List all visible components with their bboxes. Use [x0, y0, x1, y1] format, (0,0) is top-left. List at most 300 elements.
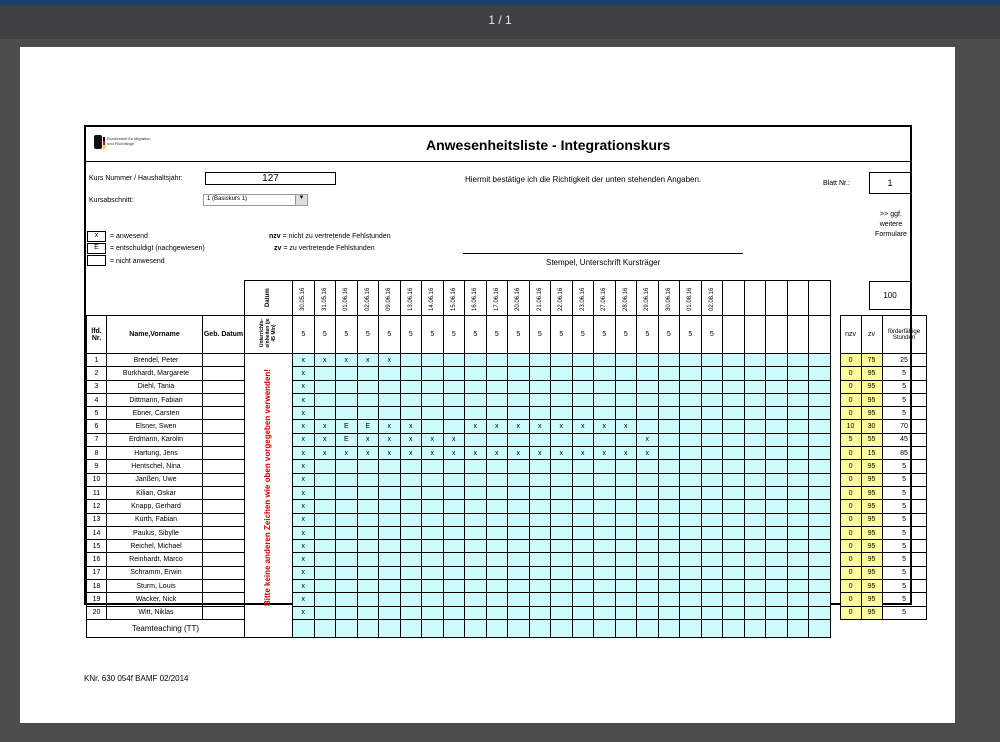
attendance-cell[interactable]: [594, 460, 616, 473]
attendance-cell[interactable]: [658, 367, 680, 380]
attendance-cell[interactable]: x: [293, 513, 315, 526]
attendance-cell[interactable]: [551, 407, 573, 420]
attendance-cell[interactable]: [680, 540, 702, 553]
attendance-cell[interactable]: [400, 486, 422, 499]
attendance-cell[interactable]: x: [400, 420, 422, 433]
attendance-cell[interactable]: [658, 606, 680, 619]
attendance-cell[interactable]: [379, 473, 401, 486]
teamteaching-cell[interactable]: [787, 619, 809, 637]
attendance-cell[interactable]: [529, 513, 551, 526]
attendance-cell[interactable]: [680, 486, 702, 499]
attendance-cell[interactable]: [723, 407, 745, 420]
unit-cell[interactable]: 5: [314, 316, 336, 354]
attendance-cell[interactable]: [379, 407, 401, 420]
attendance-cell[interactable]: x: [594, 447, 616, 460]
attendance-cell[interactable]: x: [422, 433, 444, 446]
attendance-cell[interactable]: [809, 553, 831, 566]
attendance-cell[interactable]: [529, 593, 551, 606]
attendance-cell[interactable]: [658, 513, 680, 526]
unit-cell[interactable]: [744, 316, 766, 354]
attendance-cell[interactable]: [809, 380, 831, 393]
birthdate-cell[interactable]: [203, 367, 245, 380]
attendance-cell[interactable]: [486, 486, 508, 499]
attendance-cell[interactable]: [443, 420, 465, 433]
attendance-cell[interactable]: [744, 580, 766, 593]
attendance-cell[interactable]: [701, 460, 723, 473]
attendance-cell[interactable]: [508, 540, 530, 553]
attendance-cell[interactable]: [314, 580, 336, 593]
unit-cell[interactable]: 5: [615, 316, 637, 354]
attendance-cell[interactable]: [314, 540, 336, 553]
attendance-cell[interactable]: [572, 540, 594, 553]
attendance-cell[interactable]: [443, 540, 465, 553]
date-cell[interactable]: [572, 281, 594, 316]
attendance-cell[interactable]: [701, 433, 723, 446]
attendance-cell[interactable]: [379, 593, 401, 606]
attendance-cell[interactable]: [615, 526, 637, 539]
attendance-cell[interactable]: [787, 367, 809, 380]
attendance-cell[interactable]: [723, 606, 745, 619]
kurs-number-field[interactable]: 127: [205, 172, 336, 185]
date-cell[interactable]: [594, 281, 616, 316]
total-hours-field[interactable]: 100: [869, 281, 911, 310]
birthdate-cell[interactable]: [203, 580, 245, 593]
attendance-cell[interactable]: [615, 593, 637, 606]
date-cell[interactable]: [637, 281, 659, 316]
teamteaching-cell[interactable]: [594, 619, 616, 637]
attendance-cell[interactable]: [357, 473, 379, 486]
attendance-cell[interactable]: [336, 606, 358, 619]
attendance-cell[interactable]: [701, 420, 723, 433]
attendance-cell[interactable]: [787, 460, 809, 473]
attendance-cell[interactable]: [766, 380, 788, 393]
attendance-cell[interactable]: [594, 580, 616, 593]
attendance-cell[interactable]: [357, 513, 379, 526]
attendance-cell[interactable]: [594, 513, 616, 526]
attendance-cell[interactable]: [680, 380, 702, 393]
attendance-cell[interactable]: [508, 606, 530, 619]
attendance-cell[interactable]: [809, 593, 831, 606]
attendance-cell[interactable]: [551, 473, 573, 486]
attendance-cell[interactable]: [400, 526, 422, 539]
attendance-cell[interactable]: [400, 540, 422, 553]
attendance-cell[interactable]: [486, 606, 508, 619]
unit-cell[interactable]: 5: [572, 316, 594, 354]
attendance-cell[interactable]: [465, 500, 487, 513]
attendance-cell[interactable]: x: [293, 460, 315, 473]
attendance-cell[interactable]: [744, 526, 766, 539]
date-cell[interactable]: [465, 281, 487, 316]
attendance-cell[interactable]: x: [314, 433, 336, 446]
attendance-cell[interactable]: [787, 593, 809, 606]
attendance-cell[interactable]: x: [551, 447, 573, 460]
attendance-cell[interactable]: [594, 553, 616, 566]
attendance-cell[interactable]: [787, 553, 809, 566]
attendance-cell[interactable]: [744, 473, 766, 486]
unit-cell[interactable]: 5: [551, 316, 573, 354]
attendance-cell[interactable]: [572, 407, 594, 420]
birthdate-cell[interactable]: [203, 606, 245, 619]
attendance-cell[interactable]: [637, 566, 659, 579]
attendance-cell[interactable]: x: [379, 354, 401, 367]
attendance-cell[interactable]: E: [357, 420, 379, 433]
attendance-cell[interactable]: x: [379, 420, 401, 433]
attendance-cell[interactable]: [314, 593, 336, 606]
attendance-cell[interactable]: [766, 460, 788, 473]
attendance-cell[interactable]: [486, 580, 508, 593]
birthdate-cell[interactable]: [203, 593, 245, 606]
attendance-cell[interactable]: [572, 473, 594, 486]
attendance-cell[interactable]: [594, 354, 616, 367]
date-cell[interactable]: [314, 281, 336, 316]
attendance-cell[interactable]: [551, 606, 573, 619]
attendance-cell[interactable]: x: [293, 486, 315, 499]
attendance-cell[interactable]: [443, 473, 465, 486]
attendance-cell[interactable]: [336, 580, 358, 593]
attendance-cell[interactable]: [486, 393, 508, 406]
unit-cell[interactable]: [723, 316, 745, 354]
attendance-cell[interactable]: [486, 566, 508, 579]
attendance-cell[interactable]: x: [357, 354, 379, 367]
attendance-cell[interactable]: [336, 407, 358, 420]
attendance-cell[interactable]: [314, 566, 336, 579]
attendance-cell[interactable]: [486, 354, 508, 367]
attendance-cell[interactable]: [658, 407, 680, 420]
attendance-cell[interactable]: [809, 447, 831, 460]
attendance-cell[interactable]: [594, 540, 616, 553]
attendance-cell[interactable]: [529, 553, 551, 566]
attendance-cell[interactable]: [744, 407, 766, 420]
attendance-cell[interactable]: [680, 473, 702, 486]
attendance-cell[interactable]: [508, 526, 530, 539]
attendance-cell[interactable]: x: [443, 447, 465, 460]
attendance-cell[interactable]: [744, 393, 766, 406]
attendance-cell[interactable]: x: [637, 447, 659, 460]
unit-cell[interactable]: 5: [400, 316, 422, 354]
attendance-cell[interactable]: [551, 580, 573, 593]
attendance-cell[interactable]: E: [336, 433, 358, 446]
attendance-cell[interactable]: x: [293, 433, 315, 446]
attendance-cell[interactable]: [658, 593, 680, 606]
attendance-cell[interactable]: [658, 473, 680, 486]
attendance-cell[interactable]: [572, 593, 594, 606]
attendance-cell[interactable]: [400, 354, 422, 367]
attendance-cell[interactable]: [615, 566, 637, 579]
unit-cell[interactable]: 5: [336, 316, 358, 354]
date-cell[interactable]: [357, 281, 379, 316]
attendance-cell[interactable]: [723, 566, 745, 579]
attendance-cell[interactable]: [787, 420, 809, 433]
attendance-cell[interactable]: [443, 354, 465, 367]
birthdate-cell[interactable]: [203, 553, 245, 566]
attendance-cell[interactable]: [744, 553, 766, 566]
attendance-cell[interactable]: [787, 540, 809, 553]
attendance-cell[interactable]: [400, 606, 422, 619]
attendance-cell[interactable]: E: [336, 420, 358, 433]
attendance-cell[interactable]: [615, 380, 637, 393]
attendance-cell[interactable]: [658, 433, 680, 446]
attendance-cell[interactable]: [658, 447, 680, 460]
attendance-cell[interactable]: [766, 447, 788, 460]
attendance-cell[interactable]: [551, 380, 573, 393]
attendance-cell[interactable]: [551, 393, 573, 406]
attendance-cell[interactable]: [465, 513, 487, 526]
teamteaching-cell[interactable]: [400, 619, 422, 637]
unit-cell[interactable]: 5: [357, 316, 379, 354]
attendance-cell[interactable]: [637, 486, 659, 499]
attendance-cell[interactable]: [422, 486, 444, 499]
attendance-cell[interactable]: [443, 566, 465, 579]
date-cell[interactable]: [422, 281, 444, 316]
attendance-cell[interactable]: [809, 393, 831, 406]
attendance-cell[interactable]: x: [422, 447, 444, 460]
attendance-cell[interactable]: [680, 580, 702, 593]
attendance-cell[interactable]: [443, 486, 465, 499]
attendance-cell[interactable]: [766, 553, 788, 566]
attendance-cell[interactable]: [508, 407, 530, 420]
attendance-cell[interactable]: x: [637, 433, 659, 446]
attendance-cell[interactable]: [357, 593, 379, 606]
attendance-cell[interactable]: [787, 500, 809, 513]
attendance-cell[interactable]: [680, 593, 702, 606]
attendance-cell[interactable]: [766, 367, 788, 380]
attendance-cell[interactable]: [336, 593, 358, 606]
attendance-cell[interactable]: [572, 553, 594, 566]
teamteaching-cell[interactable]: [443, 619, 465, 637]
attendance-cell[interactable]: [701, 513, 723, 526]
attendance-cell[interactable]: [615, 606, 637, 619]
birthdate-cell[interactable]: [203, 526, 245, 539]
attendance-cell[interactable]: [701, 606, 723, 619]
attendance-cell[interactable]: [336, 393, 358, 406]
attendance-cell[interactable]: x: [336, 354, 358, 367]
attendance-cell[interactable]: [766, 580, 788, 593]
unit-cell[interactable]: 5: [680, 316, 702, 354]
attendance-cell[interactable]: [422, 593, 444, 606]
date-cell[interactable]: [443, 281, 465, 316]
attendance-cell[interactable]: [680, 500, 702, 513]
attendance-cell[interactable]: [723, 540, 745, 553]
attendance-cell[interactable]: [680, 354, 702, 367]
attendance-cell[interactable]: [400, 460, 422, 473]
attendance-cell[interactable]: [314, 407, 336, 420]
attendance-cell[interactable]: [422, 460, 444, 473]
attendance-cell[interactable]: [787, 566, 809, 579]
date-cell[interactable]: [787, 281, 809, 316]
attendance-cell[interactable]: [680, 566, 702, 579]
attendance-cell[interactable]: [787, 354, 809, 367]
attendance-cell[interactable]: [357, 540, 379, 553]
attendance-cell[interactable]: [336, 566, 358, 579]
attendance-cell[interactable]: [744, 593, 766, 606]
attendance-cell[interactable]: [314, 486, 336, 499]
attendance-cell[interactable]: x: [615, 447, 637, 460]
unit-cell[interactable]: 5: [529, 316, 551, 354]
attendance-cell[interactable]: [443, 526, 465, 539]
attendance-cell[interactable]: [701, 566, 723, 579]
attendance-cell[interactable]: [723, 553, 745, 566]
attendance-cell[interactable]: x: [336, 447, 358, 460]
attendance-cell[interactable]: [809, 606, 831, 619]
attendance-cell[interactable]: [422, 526, 444, 539]
attendance-cell[interactable]: [723, 593, 745, 606]
birthdate-cell[interactable]: [203, 433, 245, 446]
attendance-cell[interactable]: [336, 460, 358, 473]
attendance-cell[interactable]: [529, 393, 551, 406]
attendance-cell[interactable]: [637, 513, 659, 526]
attendance-cell[interactable]: [443, 393, 465, 406]
attendance-cell[interactable]: [723, 433, 745, 446]
birthdate-cell[interactable]: [203, 420, 245, 433]
attendance-cell[interactable]: [529, 354, 551, 367]
attendance-cell[interactable]: [443, 513, 465, 526]
attendance-cell[interactable]: [701, 580, 723, 593]
date-cell[interactable]: [379, 281, 401, 316]
attendance-cell[interactable]: [400, 553, 422, 566]
birthdate-cell[interactable]: [203, 473, 245, 486]
attendance-cell[interactable]: [572, 354, 594, 367]
attendance-cell[interactable]: [594, 606, 616, 619]
attendance-cell[interactable]: x: [293, 354, 315, 367]
attendance-cell[interactable]: [422, 354, 444, 367]
attendance-cell[interactable]: [744, 447, 766, 460]
attendance-cell[interactable]: [744, 486, 766, 499]
attendance-cell[interactable]: [551, 433, 573, 446]
date-cell[interactable]: [508, 281, 530, 316]
attendance-cell[interactable]: [637, 407, 659, 420]
attendance-cell[interactable]: [594, 500, 616, 513]
attendance-cell[interactable]: [615, 500, 637, 513]
teamteaching-cell[interactable]: [680, 619, 702, 637]
teamteaching-cell[interactable]: [357, 619, 379, 637]
attendance-cell[interactable]: [594, 473, 616, 486]
attendance-cell[interactable]: [551, 553, 573, 566]
unit-cell[interactable]: 5: [443, 316, 465, 354]
attendance-cell[interactable]: [336, 513, 358, 526]
attendance-cell[interactable]: [766, 393, 788, 406]
attendance-cell[interactable]: [486, 407, 508, 420]
attendance-cell[interactable]: [787, 473, 809, 486]
date-cell[interactable]: [744, 281, 766, 316]
attendance-cell[interactable]: [443, 367, 465, 380]
attendance-cell[interactable]: [658, 460, 680, 473]
attendance-cell[interactable]: [701, 367, 723, 380]
attendance-cell[interactable]: [400, 380, 422, 393]
attendance-cell[interactable]: [443, 460, 465, 473]
attendance-cell[interactable]: [766, 433, 788, 446]
attendance-cell[interactable]: [766, 566, 788, 579]
attendance-cell[interactable]: [572, 393, 594, 406]
attendance-cell[interactable]: [314, 513, 336, 526]
attendance-cell[interactable]: [787, 606, 809, 619]
attendance-cell[interactable]: [465, 460, 487, 473]
attendance-cell[interactable]: x: [508, 420, 530, 433]
attendance-cell[interactable]: [723, 513, 745, 526]
attendance-cell[interactable]: [551, 513, 573, 526]
attendance-cell[interactable]: [680, 606, 702, 619]
attendance-cell[interactable]: x: [293, 553, 315, 566]
attendance-cell[interactable]: [744, 420, 766, 433]
date-cell[interactable]: [658, 281, 680, 316]
attendance-cell[interactable]: [465, 486, 487, 499]
attendance-cell[interactable]: [787, 407, 809, 420]
date-cell[interactable]: [680, 281, 702, 316]
attendance-cell[interactable]: [336, 526, 358, 539]
attendance-cell[interactable]: [787, 526, 809, 539]
attendance-cell[interactable]: [766, 354, 788, 367]
attendance-cell[interactable]: [766, 606, 788, 619]
attendance-cell[interactable]: [400, 367, 422, 380]
attendance-cell[interactable]: [723, 486, 745, 499]
attendance-cell[interactable]: [787, 433, 809, 446]
date-cell[interactable]: [701, 281, 723, 316]
attendance-cell[interactable]: [465, 606, 487, 619]
attendance-cell[interactable]: [422, 513, 444, 526]
teamteaching-cell[interactable]: [465, 619, 487, 637]
attendance-cell[interactable]: [465, 407, 487, 420]
attendance-cell[interactable]: [594, 380, 616, 393]
attendance-cell[interactable]: [486, 540, 508, 553]
attendance-cell[interactable]: [529, 580, 551, 593]
attendance-cell[interactable]: [357, 486, 379, 499]
attendance-cell[interactable]: [357, 380, 379, 393]
attendance-cell[interactable]: [465, 580, 487, 593]
attendance-cell[interactable]: [637, 354, 659, 367]
attendance-cell[interactable]: [379, 486, 401, 499]
attendance-cell[interactable]: [615, 513, 637, 526]
attendance-cell[interactable]: x: [293, 526, 315, 539]
attendance-cell[interactable]: [508, 460, 530, 473]
attendance-cell[interactable]: [701, 473, 723, 486]
attendance-cell[interactable]: [572, 566, 594, 579]
attendance-cell[interactable]: x: [293, 593, 315, 606]
teamteaching-cell[interactable]: [486, 619, 508, 637]
attendance-cell[interactable]: [809, 526, 831, 539]
unit-cell[interactable]: 5: [486, 316, 508, 354]
attendance-cell[interactable]: [701, 540, 723, 553]
attendance-cell[interactable]: [701, 447, 723, 460]
teamteaching-cell[interactable]: [551, 619, 573, 637]
attendance-cell[interactable]: [400, 500, 422, 513]
teamteaching-cell[interactable]: [572, 619, 594, 637]
attendance-cell[interactable]: [422, 407, 444, 420]
attendance-cell[interactable]: [465, 433, 487, 446]
attendance-cell[interactable]: [723, 420, 745, 433]
attendance-cell[interactable]: [465, 367, 487, 380]
teamteaching-cell[interactable]: [379, 619, 401, 637]
attendance-cell[interactable]: [508, 380, 530, 393]
attendance-cell[interactable]: [637, 580, 659, 593]
birthdate-cell[interactable]: [203, 354, 245, 367]
attendance-cell[interactable]: x: [465, 420, 487, 433]
attendance-cell[interactable]: [379, 393, 401, 406]
attendance-cell[interactable]: [680, 407, 702, 420]
attendance-cell[interactable]: [336, 500, 358, 513]
attendance-cell[interactable]: [314, 473, 336, 486]
teamteaching-cell[interactable]: [422, 619, 444, 637]
attendance-cell[interactable]: [744, 380, 766, 393]
attendance-cell[interactable]: [336, 553, 358, 566]
teamteaching-cell[interactable]: [336, 619, 358, 637]
attendance-cell[interactable]: [594, 566, 616, 579]
attendance-cell[interactable]: [701, 500, 723, 513]
attendance-cell[interactable]: [744, 540, 766, 553]
attendance-cell[interactable]: [443, 553, 465, 566]
attendance-cell[interactable]: [744, 354, 766, 367]
attendance-cell[interactable]: [615, 486, 637, 499]
attendance-cell[interactable]: [637, 540, 659, 553]
attendance-cell[interactable]: [314, 380, 336, 393]
